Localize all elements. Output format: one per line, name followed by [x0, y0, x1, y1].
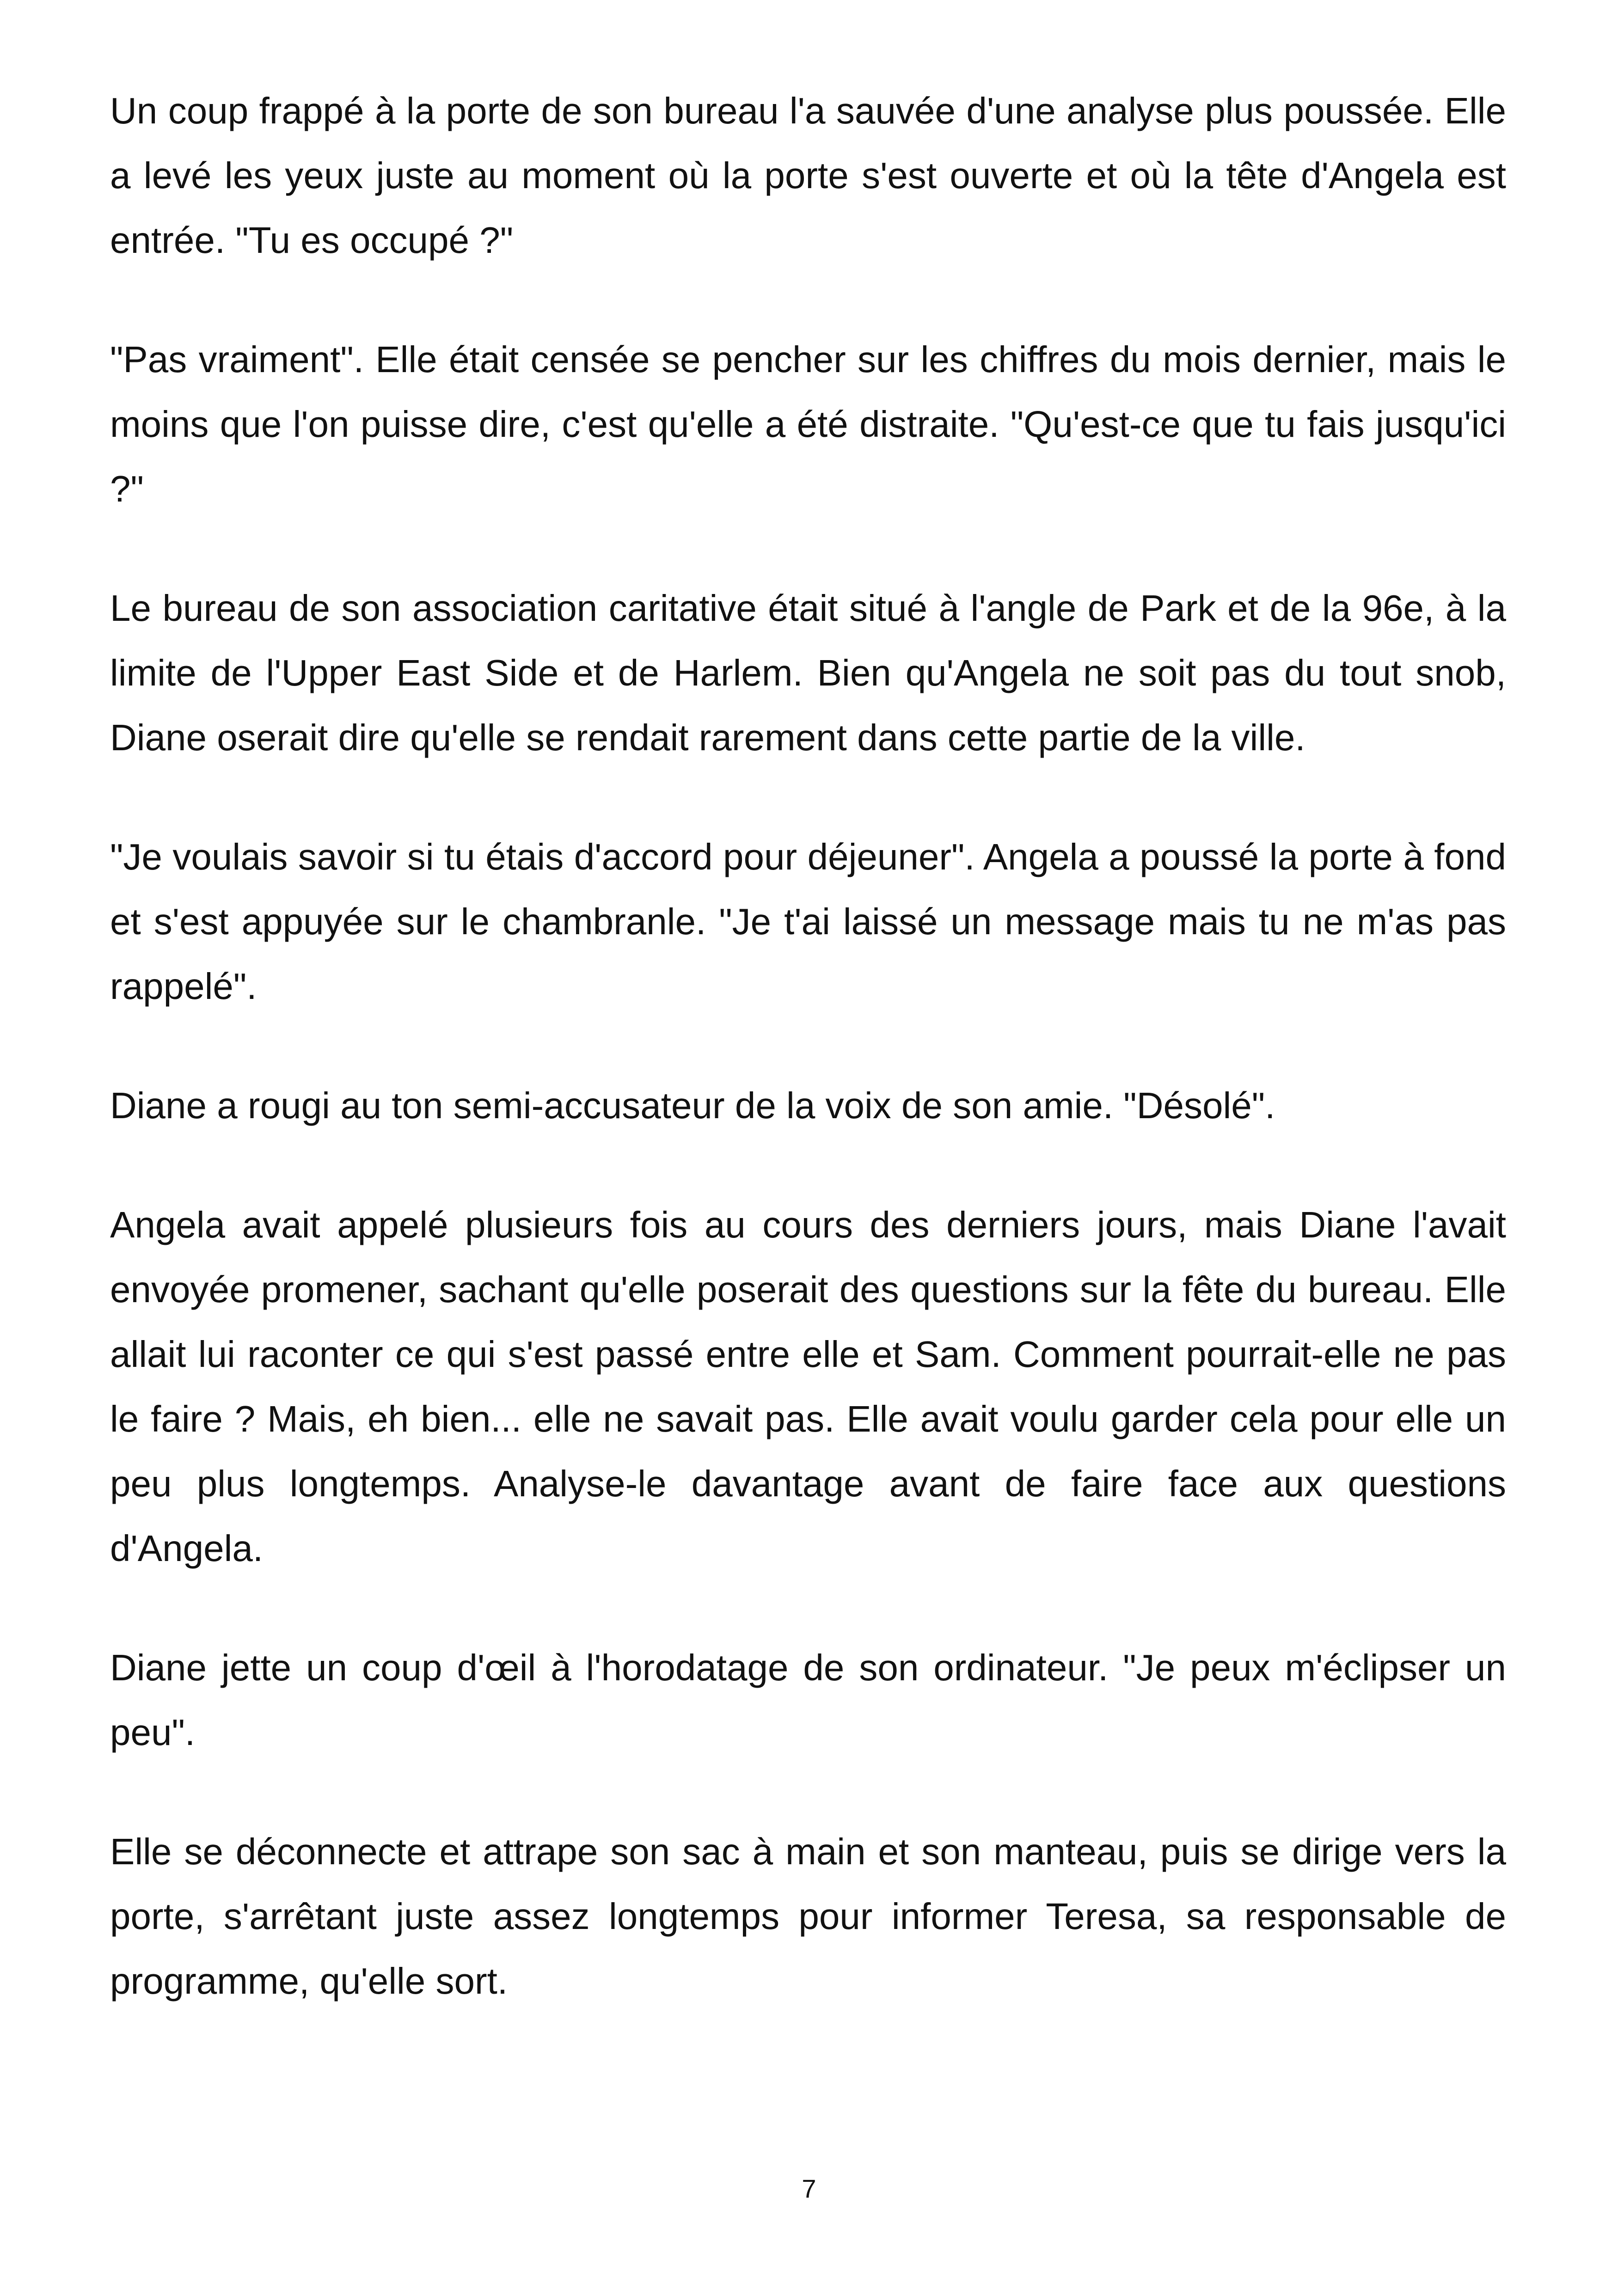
paragraph-1: Un coup frappé à la porte de son bureau l'a sauvée d'une analyse plus poussée. Elle a levé les yeux juste au moment où la porte s'est ouverte et où la tête d'Angela est entrée. "Tu es occupé ?" — [110, 90, 1506, 261]
body-text — [110, 79, 1506, 2068]
paragraph-5: Diane a rougi au ton semi-accusateur de la voix de son amie. "Désolé". — [110, 1085, 1275, 1126]
paragraph-8: Elle se déconnecte et attrape son sac à main et son manteau, puis se dirige vers la porte, s'arrêtant juste assez longtemps pour informer Teresa, sa responsable de programme, qu'elle sort. — [110, 1831, 1506, 2002]
paragraph-6: Angela avait appelé plusieurs fois au cours des derniers jours, mais Diane l'avait envoyée promener, sachant qu'elle poserait des questions sur la fête du bureau. Elle allait lui raconter ce qui s'est passé entre elle et Sam. Comment pourrait-elle ne pas le faire ? Mais, eh bien... elle ne savait pas. Elle avait voulu garder cela pour elle un peu plus longtemps. Analyse-le davantage avant de faire face aux questions d'Angela. — [110, 1204, 1506, 1569]
page-number: 7 — [802, 2174, 816, 2203]
paragraph-7: Diane jette un coup d'œil à l'horodatage de son ordinateur. "Je peux m'éclipser un peu". — [110, 1647, 1506, 1753]
paragraph-3: Le bureau de son association caritative était situé à l'angle de Park et de la 96e, à la limite de l'Upper East Side et de Harlem. Bien qu'Angela ne soit pas du tout snob, Diane oserait dire qu'elle se rendait rarement dans cette partie de la ville. — [110, 588, 1506, 758]
paragraph-2: "Pas vraiment". Elle était censée se pencher sur les chiffres du mois dernier, mais le moins que l'on puisse dire, c'est qu'elle a été distraite. "Qu'est-ce que tu fais jusqu'ici ?" — [110, 339, 1506, 509]
paragraph-4: "Je voulais savoir si tu étais d'accord pour déjeuner". Angela a poussé la porte à fond et s'est appuyée sur le chambranle. "Je t'ai laissé un message mais tu ne m'as pas rappelé". — [110, 836, 1506, 1007]
